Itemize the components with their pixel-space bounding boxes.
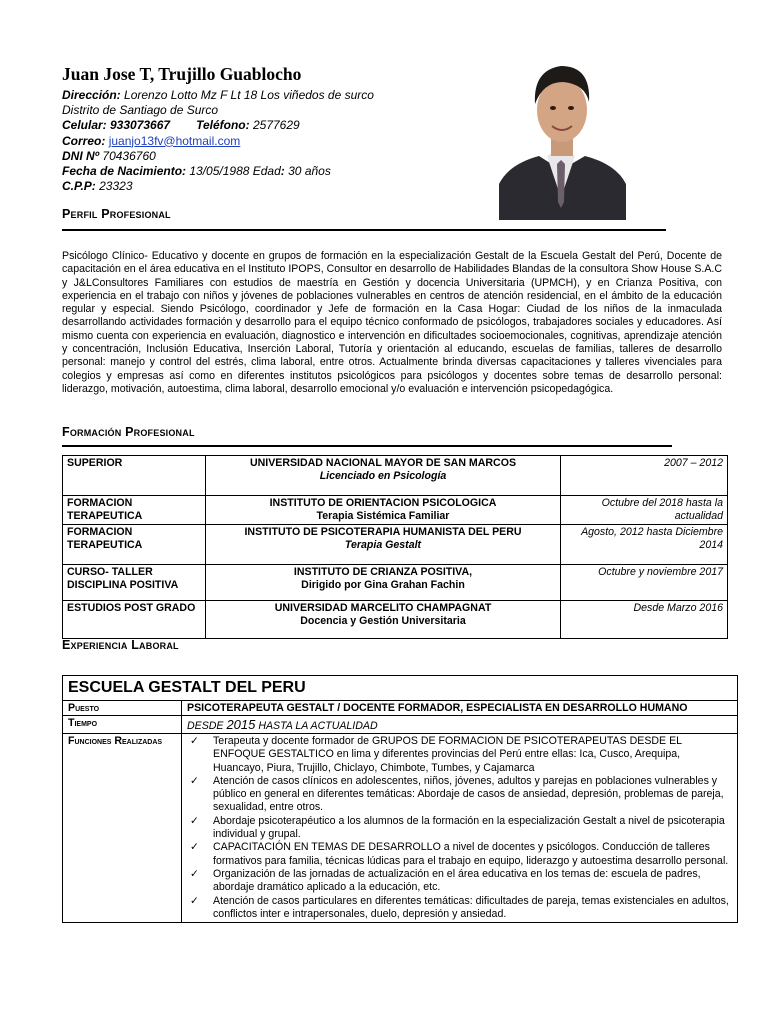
profile-text: Psicólogo Clínico- Educativo y docente en grupos de formación en la especialización Gestalt de la Escuela Gestalt del Perú, Docente de capacitación en el área educativa en el Instituto IPOPS, Consultor en desarrollo de Habilidades Blandas de la consultora Show House S.A.C y J&LConsultores Familiares con estudios de maestría en Gestión y docencia Universitaria (UPMCH), y en Crianza Positiva, con experiencia en el trabajo con niños y jóvenes de poblaciones vulnerables en centros de atención residencial, en el ámbito de la educación regular y especial. Siendo Psicólogo, coordinador y Jefe de formación en la Casa Hogar: Ciudad de los niños de la inmaculada desarrollando actividades formación y desarrollo para el equipo técnico conformado de psicólogos, trabajadores sociales y educadores. Así mismo cuenta con experiencia en evaluación, diagnostico e intervención en dificultades socioemocionales, cognitivas, aprendizaje atención y concentración, Inclusión Educativa, Inserción Laboral, Tutoría y orientación al educando, escuelas de familias, talleres de desarrollo personal: manejo y control del estrés, clima laboral, entre otros. Actualmente brinda diversas capacitaciones y talleres vivenciales para colegios y empresas así como en diferentes institutos psicológicos para psicólogos y docentes sobre temas de desarrollo personal: liderazgo, motivación, autoestima, clima laboral, desarrollo emocional y/o evaluación e intervención psicopedagógica. (62, 250, 722, 395)
check-icon: ✓ (190, 814, 199, 827)
cpp-value: 23323 (95, 179, 133, 194)
cpp-label: C.P.P: (62, 179, 96, 194)
birth-line (62, 164, 374, 179)
list-item (187, 775, 732, 815)
table-row (63, 601, 728, 639)
table-row (63, 525, 728, 565)
profile-photo (499, 52, 626, 220)
level-cell: FORMACION TERAPEUTICA (63, 525, 206, 565)
table-row (63, 565, 728, 601)
function-text: Abordaje psicoterapéutico a los alumnos de la formación en la especialización Gestalt a nivel de psicoterapia individual y grupal. (213, 814, 725, 841)
institution-cell (206, 601, 561, 639)
period-cell: Octubre y noviembre 2017 (561, 565, 728, 601)
institution-cell (206, 525, 561, 565)
period-cell: Agosto, 2012 hasta Diciembre 2014 (561, 525, 728, 565)
institution-detail: Terapia Gestalt (344, 539, 422, 551)
formation-title: Formación Profesional (62, 425, 195, 439)
list-item (187, 735, 732, 775)
table-row (63, 734, 738, 923)
level-cell: ESTUDIOS POST GRADO (63, 601, 206, 639)
check-icon: ✓ (190, 867, 199, 880)
tiempo-suffix: HASTA LA ACTUALIDAD (255, 720, 378, 732)
check-icon: ✓ (190, 841, 199, 854)
profile-title: Perfil Profesional (62, 207, 171, 221)
birth-label: Fecha de Nacimiento: (62, 164, 187, 179)
email-label: Correo: (62, 133, 106, 148)
funciones-cell (182, 734, 738, 923)
check-icon: ✓ (190, 774, 199, 787)
phone-label: Teléfono: (196, 118, 250, 133)
check-icon: ✓ (190, 735, 199, 747)
institution-detail: Docencia y Gestión Universitaria (300, 615, 466, 627)
address-label: Dirección: (62, 88, 121, 102)
experience-table (62, 675, 738, 923)
phone-line (62, 118, 374, 133)
list-item (187, 895, 732, 922)
cell-label: Celular: 933073667 (62, 118, 171, 133)
experience-title: Experiencia Laboral (62, 638, 179, 652)
level-cell: CURSO- TALLER DISCIPLINA POSITIVA (63, 565, 206, 601)
institution-detail: Terapia Sistémica Familiar (316, 510, 450, 522)
age-colon: : (280, 164, 285, 179)
address-value: Lorenzo Lotto Mz F Lt 18 Los viñedos de surco (120, 88, 374, 102)
institution-name: INSTITUTO DE ORIENTACION PSICOLOGICA (269, 497, 497, 509)
table-row (63, 716, 738, 734)
period-cell: Octubre del 2018 hasta la actualidad (561, 496, 728, 525)
cpp-line (62, 179, 374, 194)
email-line (62, 134, 374, 149)
function-text: Terapeuta y docente formador de GRUPOS DE FORMACION DE PSICOTERAPEUTAS DESDE EL ENFOQUE GESTALTICO en lima y diferentes provincias del Perú entre ellas: Ica, Cusco, Arequipa, Huancayo, Piura, Trujillo, Chiclayo, Chimbote, Tumbes, y Cajamarca (213, 735, 682, 774)
function-text: CAPACITACIÓN EN TEMAS DE DESARROLLO a nivel de docentes y psicólogos. Conducción de talleres formativos para familia, técnicas lúdicas para el trabajo en equipo, liderazgo y autoestima desarrollo personal. (213, 841, 729, 867)
level-cell: SUPERIOR (63, 456, 206, 496)
dni-label: DNI Nº (62, 148, 100, 163)
institution-name: UNIVERSIDAD MARCELITO CHAMPAGNAT (274, 602, 492, 614)
institution-cell (206, 565, 561, 601)
institution-name: INSTITUTO DE PSICOTERAPIA HUMANISTA DEL PERU (244, 526, 522, 538)
company-name: ESCUELA GESTALT DEL PERU (63, 676, 738, 701)
table-row (63, 701, 738, 716)
period-cell: Desde Marzo 2016 (561, 601, 728, 639)
list-item (187, 868, 732, 895)
phone-value: 2577629 (249, 118, 300, 133)
table-row (63, 676, 738, 701)
dni-line (62, 149, 374, 164)
contact-block (62, 88, 374, 194)
email-link[interactable]: juanjo13fv@hotmail.com (108, 133, 241, 148)
level-cell: FORMACION TERAPEUTICA (63, 496, 206, 525)
institution-detail: Dirigido por Gina Grahan Fachin (301, 579, 465, 591)
birth-value: 13/05/1988 Edad (186, 164, 281, 179)
age-value: 30 años (284, 164, 331, 179)
profile-rule (62, 229, 666, 231)
institution-name: INSTITUTO DE CRIANZA POSITIVA, (293, 566, 473, 578)
institution-detail: Licenciado en Psicología (319, 470, 447, 482)
function-text: Atención de casos clínicos en adolescentes, niños, jóvenes, adultos y parejas en poblaciones vulnerables y público en general en diferentes temáticas: Abordaje de casos de ansiedad, depresión, problemas de pareja, sexualidad, entre otros. (213, 774, 724, 814)
list-item (187, 841, 732, 868)
list-item (187, 815, 732, 842)
institution-cell (206, 496, 561, 525)
tiempo-year: 2015 (226, 717, 256, 732)
functions-list (187, 735, 732, 921)
formation-rule (62, 445, 672, 447)
puesto-value: PSICOTERAPEUTA GESTALT / DOCENTE FORMADOR, ESPECIALISTA EN DESARROLLO HUMANO (182, 701, 738, 716)
tiempo-value (182, 716, 738, 734)
puesto-label: Puesto (63, 701, 182, 716)
cv-name: Juan Jose T, Trujillo Guablocho (62, 64, 302, 84)
institution-cell (206, 456, 561, 496)
district-line: Distrito de Santiago de Surco (62, 103, 219, 118)
address-line (62, 88, 374, 103)
tiempo-prefix: DESDE (187, 720, 227, 732)
tiempo-label: Tiempo (63, 716, 182, 734)
period-cell: 2007 – 2012 (561, 456, 728, 496)
function-text: Atención de casos particulares en diferentes temáticas: dificultades de pareja, temas existenciales en adultos, conflictos inter e intrapersonales, duelo, depresión y ansiedad. (213, 894, 729, 920)
dni-value: 70436760 (99, 148, 156, 163)
table-row (63, 456, 728, 496)
function-text: Organización de las jornadas de actualización en el área educativa en los temas de: escuela de padres, abordaje dramático aplicado a la educación, etc. (213, 867, 701, 894)
institution-name: UNIVERSIDAD NACIONAL MAYOR DE SAN MARCOS (249, 457, 517, 469)
table-row (63, 496, 728, 525)
funciones-label: Funciones Realizadas (63, 734, 182, 923)
check-icon: ✓ (190, 894, 199, 907)
formation-table (62, 455, 728, 639)
